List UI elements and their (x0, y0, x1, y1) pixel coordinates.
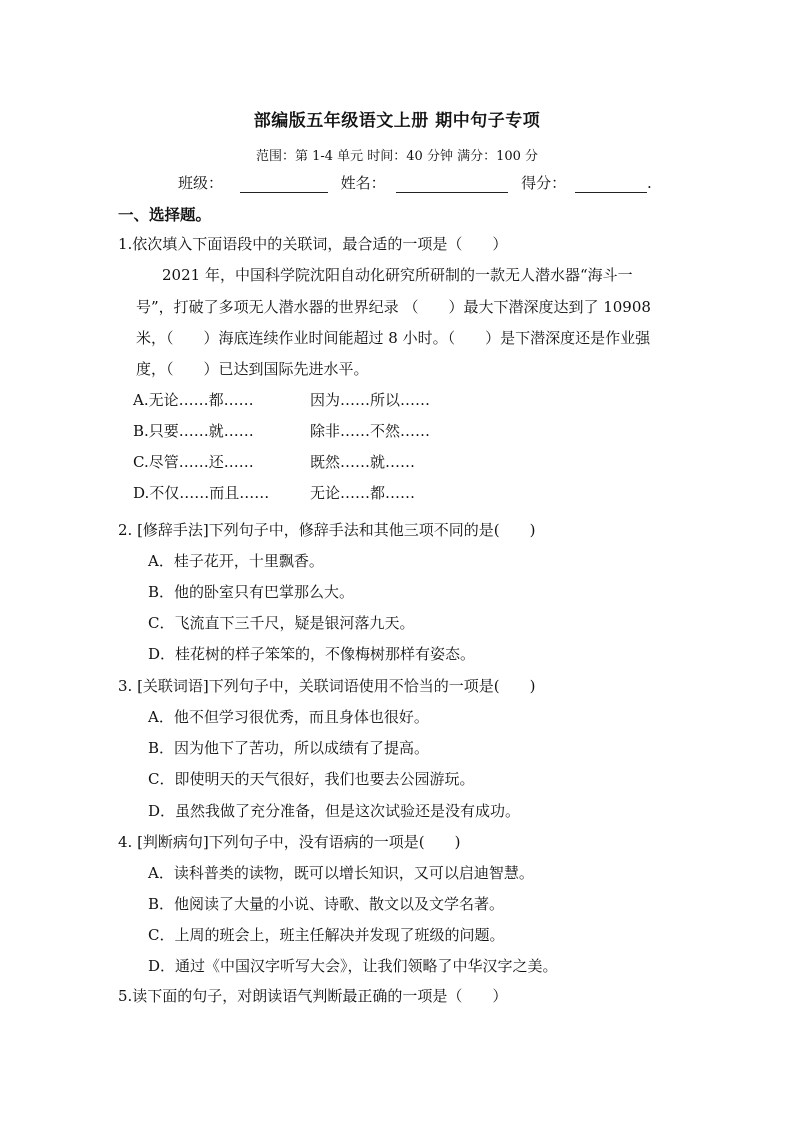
score-blank[interactable] (575, 178, 647, 193)
page-title: 部编版五年级语文上册 期中句子专项 (253, 111, 541, 131)
question-2-option-c[interactable]: C．飞流直下三千尺，疑是银河落九天。 (148, 614, 415, 632)
question-1-stem: 1.依次填入下面语段中的关联词，最合适的一项是（ ） (118, 235, 508, 253)
question-1-option-d-second: 无论……都…… (310, 484, 416, 502)
question-1-option-b[interactable]: B.只要……就…… (133, 422, 254, 440)
question-3-stem: 3. [关联词语]下列句子中，关联词语使用不恰当的一项是( ) (118, 677, 536, 695)
question-4-option-d[interactable]: D．通过《中国汉字听写大会》，让我们领略了中华汉字之美。 (148, 957, 558, 975)
question-2-option-d[interactable]: D．桂花树的样子笨笨的，不像梅树那样有姿态。 (148, 645, 476, 663)
question-1-passage-line: 2021 年，中国科学院沈阳自动化研究所研制的一款无人潜水器“海斗一 (162, 266, 633, 284)
question-5-stem: 5.读下面的句子，对朗读语气判断最正确的一项是（ ） (118, 987, 508, 1005)
info-trailing-dot: . (646, 174, 652, 192)
question-1-option-a-second: 因为……所以…… (310, 391, 431, 409)
question-3-option-b[interactable]: B．因为他下了苦功，所以成绩有了提高。 (148, 739, 430, 757)
question-3-option-c[interactable]: C．即使明天的天气很好，我们也要去公园游玩。 (148, 770, 475, 788)
question-2-option-a[interactable]: A．桂子花开，十里飘香。 (148, 552, 324, 570)
question-1-passage-line: 米，（ ）海底连续作业时间能超过 8 小时。（ ）是下潜深度还是作业强 (136, 329, 651, 347)
question-4-option-c[interactable]: C．上周的班会上，班主任解决并发现了班级的问题。 (148, 926, 505, 944)
name-label: 姓名： (340, 174, 386, 192)
score-label: 得分： (521, 174, 567, 192)
section-heading: 一、选择题。 (118, 205, 212, 224)
question-1-option-c[interactable]: C.尽管……还…… (133, 453, 254, 471)
question-1-passage-line: 号”，打破了多项无人潜水器的世界纪录 （ ）最大下潜深度达到了 10908 (136, 298, 651, 316)
question-2-stem: 2. [修辞手法]下列句子中，修辞手法和其他三项不同的是( ) (118, 521, 536, 539)
question-1-passage-line: 度，（ ）已达到国际先进水平。 (136, 360, 369, 378)
name-blank[interactable] (396, 178, 508, 193)
question-3-option-a[interactable]: A．他不但学习很优秀，而且身体也很好。 (148, 708, 429, 726)
exam-scope: 范围：第 1-4 单元 时间：40 分钟 满分：100 分 (255, 149, 539, 164)
question-1-option-c-second: 既然……就…… (310, 453, 416, 471)
question-1-option-a[interactable]: A.无论……都…… (133, 391, 254, 409)
question-1-option-d[interactable]: D.不仅……而且…… (133, 484, 270, 502)
class-label: 班级： (178, 174, 224, 192)
question-4-stem: 4. [判断病句]下列句子中，没有语病的一项是( ) (118, 833, 461, 851)
student-info-row (178, 172, 652, 193)
question-4-option-b[interactable]: B．他阅读了大量的小说、诗歌、散文以及文学名著。 (148, 895, 505, 913)
class-blank[interactable] (240, 178, 328, 193)
question-3-option-d[interactable]: D．虽然我做了充分准备，但是这次试验还是没有成功。 (148, 802, 521, 820)
question-1-option-b-second: 除非……不然…… (310, 422, 431, 440)
question-4-option-a[interactable]: A．读科普类的读物，既可以增长知识，又可以启迪智慧。 (148, 864, 534, 882)
question-2-option-b[interactable]: B．他的卧室只有巴掌那么大。 (148, 583, 355, 601)
